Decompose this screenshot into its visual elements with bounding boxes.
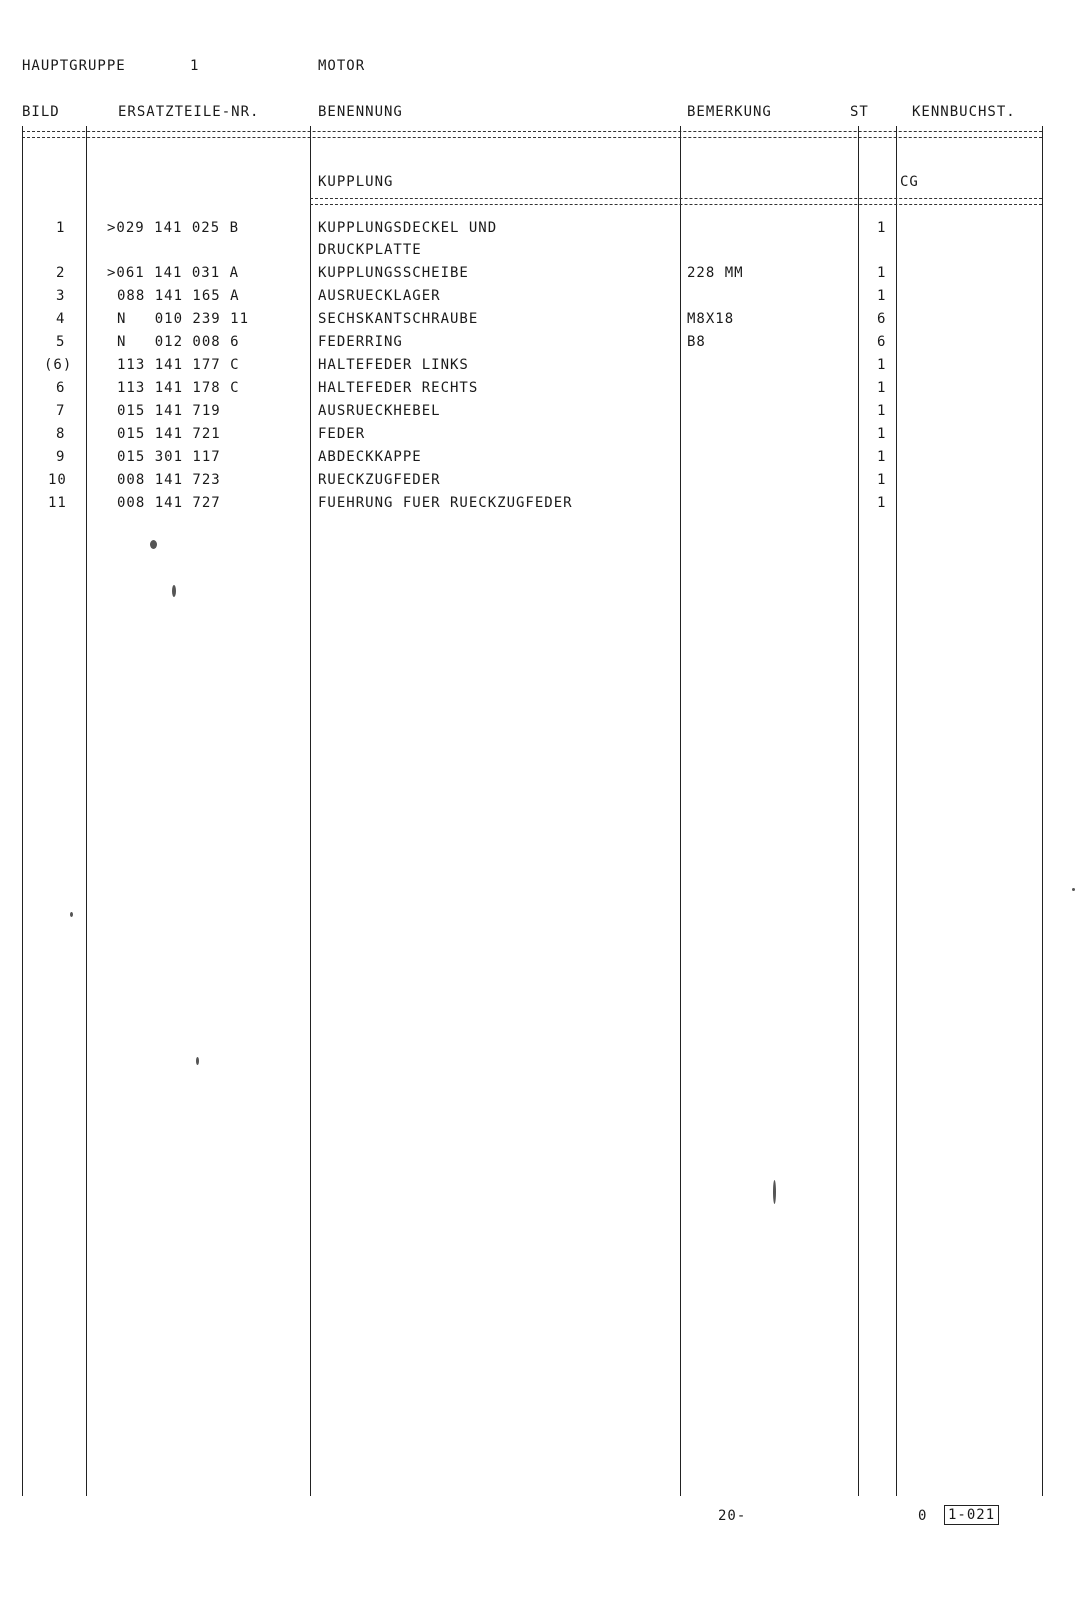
page-number: 20- xyxy=(718,1508,747,1524)
col-part-no: ERSATZTEILE-NR. xyxy=(118,104,260,120)
col-code: KENNBUCHST. xyxy=(912,104,1016,120)
row-part: >061 141 031 A xyxy=(107,265,240,281)
row-remark: B8 xyxy=(687,334,706,350)
scan-speck xyxy=(1072,888,1075,891)
column-line xyxy=(310,126,311,1496)
row-bild: 11 xyxy=(48,495,67,511)
row-part: N 010 239 11 xyxy=(117,311,250,327)
row-bild: 7 xyxy=(56,403,66,419)
row-bild: 2 xyxy=(56,265,66,281)
row-name: ABDECKKAPPE xyxy=(318,449,422,465)
row-bild: 8 xyxy=(56,426,66,442)
header-rule-bottom xyxy=(22,137,1042,138)
row-name: RUECKZUGFEDER xyxy=(318,472,441,488)
row-name: FEDER xyxy=(318,426,366,442)
row-name: AUSRUECKHEBEL xyxy=(318,403,441,419)
section-rule-top xyxy=(310,198,1042,199)
column-line xyxy=(680,126,681,1496)
row-part: 113 141 177 C xyxy=(117,357,240,373)
scan-speck xyxy=(196,1057,199,1065)
row-part: 015 141 719 xyxy=(117,403,221,419)
row-qty: 6 xyxy=(877,311,887,327)
row-part: >029 141 025 B xyxy=(107,220,240,236)
column-line xyxy=(858,126,859,1496)
row-bild: 6 xyxy=(56,380,66,396)
row-qty: 1 xyxy=(877,426,887,442)
sheet-prefix: 0 xyxy=(918,1508,928,1524)
scan-speck xyxy=(172,585,176,597)
row-bild: (6) xyxy=(44,357,73,373)
row-bild: 4 xyxy=(56,311,66,327)
row-bild: 10 xyxy=(48,472,67,488)
row-qty: 1 xyxy=(877,357,887,373)
row-name: AUSRUECKLAGER xyxy=(318,288,441,304)
row-part: 088 141 165 A xyxy=(117,288,240,304)
col-remark: BEMERKUNG xyxy=(687,104,772,120)
row-qty: 1 xyxy=(877,449,887,465)
row-remark: M8X18 xyxy=(687,311,735,327)
row-name-cont: DRUCKPLATTE xyxy=(318,242,422,258)
row-bild: 5 xyxy=(56,334,66,350)
scan-speck xyxy=(150,540,157,549)
group-name: MOTOR xyxy=(318,58,366,74)
column-line xyxy=(896,126,897,1496)
row-qty: 6 xyxy=(877,334,887,350)
scan-speck xyxy=(70,912,73,917)
row-qty: 1 xyxy=(877,380,887,396)
row-part: 015 141 721 xyxy=(117,426,221,442)
row-bild: 9 xyxy=(56,449,66,465)
row-name: FEDERRING xyxy=(318,334,403,350)
section-rule-bottom xyxy=(310,204,1042,205)
col-bild: BILD xyxy=(22,104,60,120)
row-name: KUPPLUNGSSCHEIBE xyxy=(318,265,469,281)
row-qty: 1 xyxy=(877,265,887,281)
row-name: SECHSKANTSCHRAUBE xyxy=(318,311,479,327)
row-name: FUEHRUNG FUER RUECKZUGFEDER xyxy=(318,495,573,511)
row-part: 008 141 727 xyxy=(117,495,221,511)
row-name: KUPPLUNGSDECKEL UND xyxy=(318,220,498,236)
row-qty: 1 xyxy=(877,472,887,488)
row-qty: 1 xyxy=(877,288,887,304)
section-title: KUPPLUNG xyxy=(318,174,394,190)
row-part: 015 301 117 xyxy=(117,449,221,465)
group-number: 1 xyxy=(190,58,200,74)
header-rule-top xyxy=(22,131,1042,132)
col-name: BENENNUNG xyxy=(318,104,403,120)
row-part: 008 141 723 xyxy=(117,472,221,488)
row-bild: 3 xyxy=(56,288,66,304)
row-part: N 012 008 6 xyxy=(117,334,240,350)
row-qty: 1 xyxy=(877,495,887,511)
column-line xyxy=(22,126,23,1496)
col-qty: ST xyxy=(850,104,869,120)
column-line xyxy=(86,126,87,1496)
group-label: HAUPTGRUPPE xyxy=(22,58,126,74)
row-bild: 1 xyxy=(56,220,66,236)
row-name: HALTEFEDER LINKS xyxy=(318,357,469,373)
row-qty: 1 xyxy=(877,220,887,236)
row-name: HALTEFEDER RECHTS xyxy=(318,380,479,396)
scan-speck xyxy=(773,1180,776,1204)
column-line xyxy=(1042,126,1043,1496)
row-part: 113 141 178 C xyxy=(117,380,240,396)
section-code: CG xyxy=(900,174,919,190)
sheet-id-box: 1-021 xyxy=(944,1505,999,1525)
row-remark: 228 MM xyxy=(687,265,744,281)
row-qty: 1 xyxy=(877,403,887,419)
